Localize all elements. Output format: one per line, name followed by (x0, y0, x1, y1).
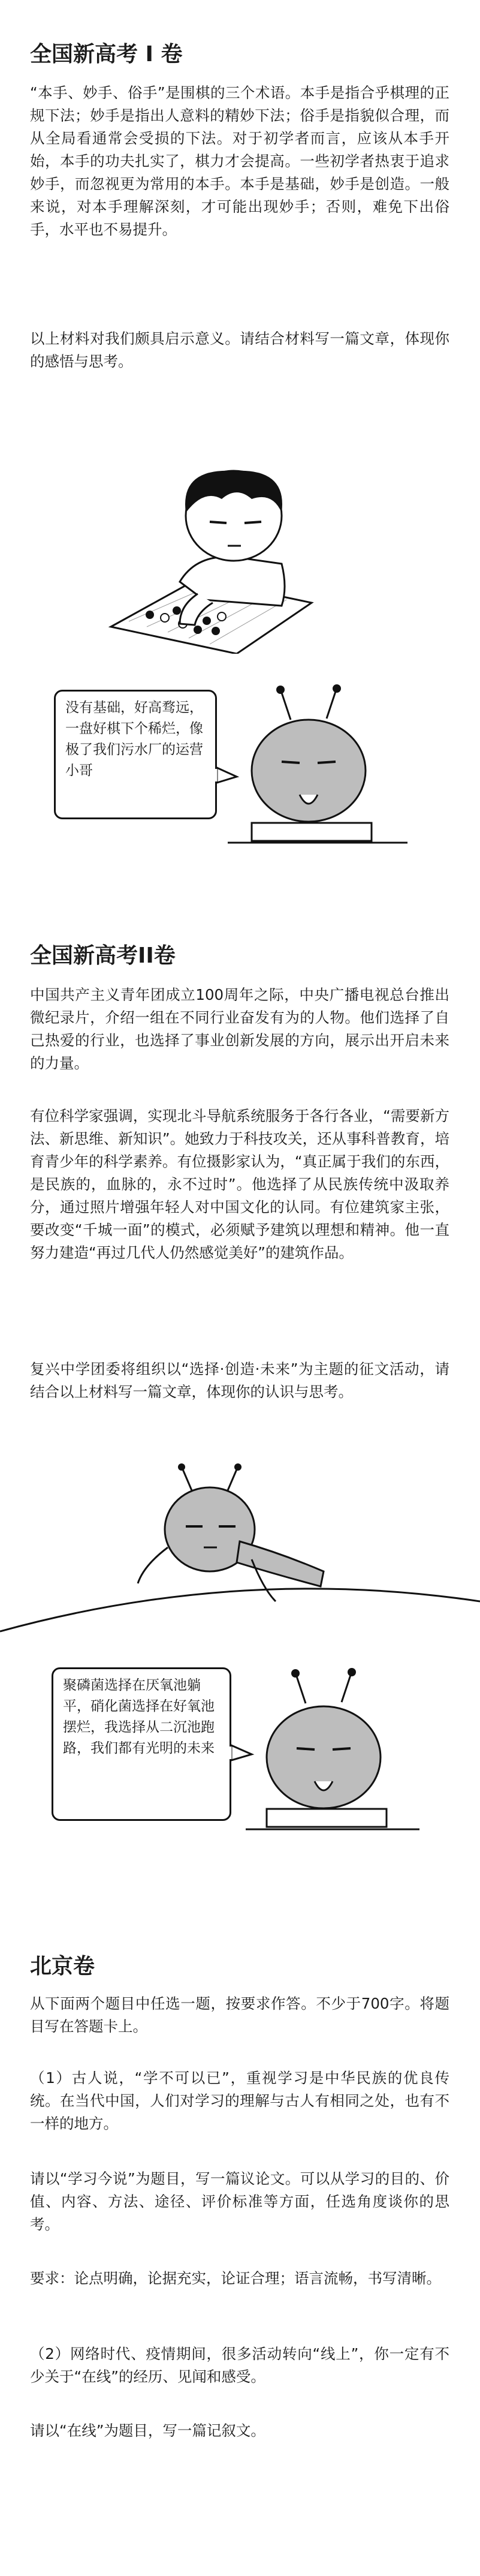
section-title-national-1: 全国新高考 I 卷 (30, 42, 183, 67)
paragraph: “本手、妙手、俗手”是围棋的三个术语。本手是指合乎棋理的正规下法；妙手是指出人意料的精妙下法；俗手是指貌似合理，而从全局看通常会受损的下法。对于初学者而言，应该从本手开始，本手的功夫扎实了，棋力才会提高。一些初学者热衷于追求妙手，而忽视更为常用的本手。本手是基础，妙手是创造。一般来说，对本手理解深刻，才可能出现妙手；否则，难免下出俗手，水平也不易提升。 (30, 84, 449, 238)
comic-alien-bubble-1 (0, 666, 480, 864)
alien-illustration (0, 1655, 480, 1853)
comic-alien-bubble-2 (0, 1655, 480, 1853)
section-title-beijing: 北京卷 (30, 1954, 95, 1979)
speech-bubble: 没有基础，好高骛远，一盘好棋下个稀烂，像极了我们污水厂的运营小哥 (54, 690, 217, 819)
comic-go-player (0, 456, 480, 654)
paragraph: （1）古人说，“学不可以已”，重视学习是中华民族的优良传统。在当代中国，人们对学习的理解与古人有相同之处，也有不一样的地方。 (30, 2069, 449, 2132)
paragraph: 中国共产主义青年团成立100周年之际，中央广播电视总台推出微纪录片，介绍一组在不同行业奋发有为的人物。他们选择了自己热爱的行业，也选择了事业创新发展的方向，展示出开启未来的力量。 (30, 986, 449, 1072)
section-title-national-2: 全国新高考II卷 (30, 943, 176, 968)
go-player-illustration (0, 456, 480, 654)
alien-illustration (0, 666, 480, 864)
paragraph: 请以“学习今说”为题目，写一篇议论文。可以从学习的目的、价值、内容、方法、途径、评价标准等方面，任选角度谈你的思考。 (30, 2170, 449, 2233)
paragraph: 复兴中学团委将组织以“选择·创造·未来”为主题的征文活动，请结合以上材料写一篇文章，体现你的认识与思考。 (30, 1360, 449, 1400)
paragraph: 请以“在线”为题目，写一篇记叙文。 (30, 2422, 265, 2439)
speech-bubble: 聚磷菌选择在厌氧池躺平，硝化菌选择在好氧池摆烂，我选择从二沉池跑路，我们都有光明的未来 (52, 1667, 231, 1821)
paragraph: （2）网络时代、疫情期间，很多活动转向“线上”，你一定有不少关于“在线”的经历、见闻和感受。 (30, 2345, 449, 2385)
paragraph: 要求：论点明确，论据充实，论证合理；语言流畅，书写清晰。 (30, 2270, 441, 2287)
comic-lying-alien (0, 1451, 480, 1649)
paragraph: 以上材料对我们颇具启示意义。请结合材料写一篇文章，体现你的感悟与思考。 (30, 330, 449, 370)
lying-alien-illustration (0, 1451, 480, 1649)
paragraph: 有位科学家强调，实现北斗导航系统服务于各行各业，“需要新方法、新思维、新知识”。她致力于科技攻关，还从事科普教育，培育青少年的科学素养。有位摄影家认为，“真正属于我们的东西，是民族的，血脉的，永不过时”。他选择了从民族传统中汲取养分，通过照片增强年轻人对中国文化的认同。有位建筑家主张，要改变“千城一面”的模式，必须赋予建筑以理想和精神。他一直努力建造“再过几代人仍然感觉美好”的建筑作品。 (30, 1107, 449, 1261)
paragraph: 从下面两个题目中任选一题，按要求作答。不少于700字。将题目写在答题卡上。 (30, 1995, 449, 2035)
